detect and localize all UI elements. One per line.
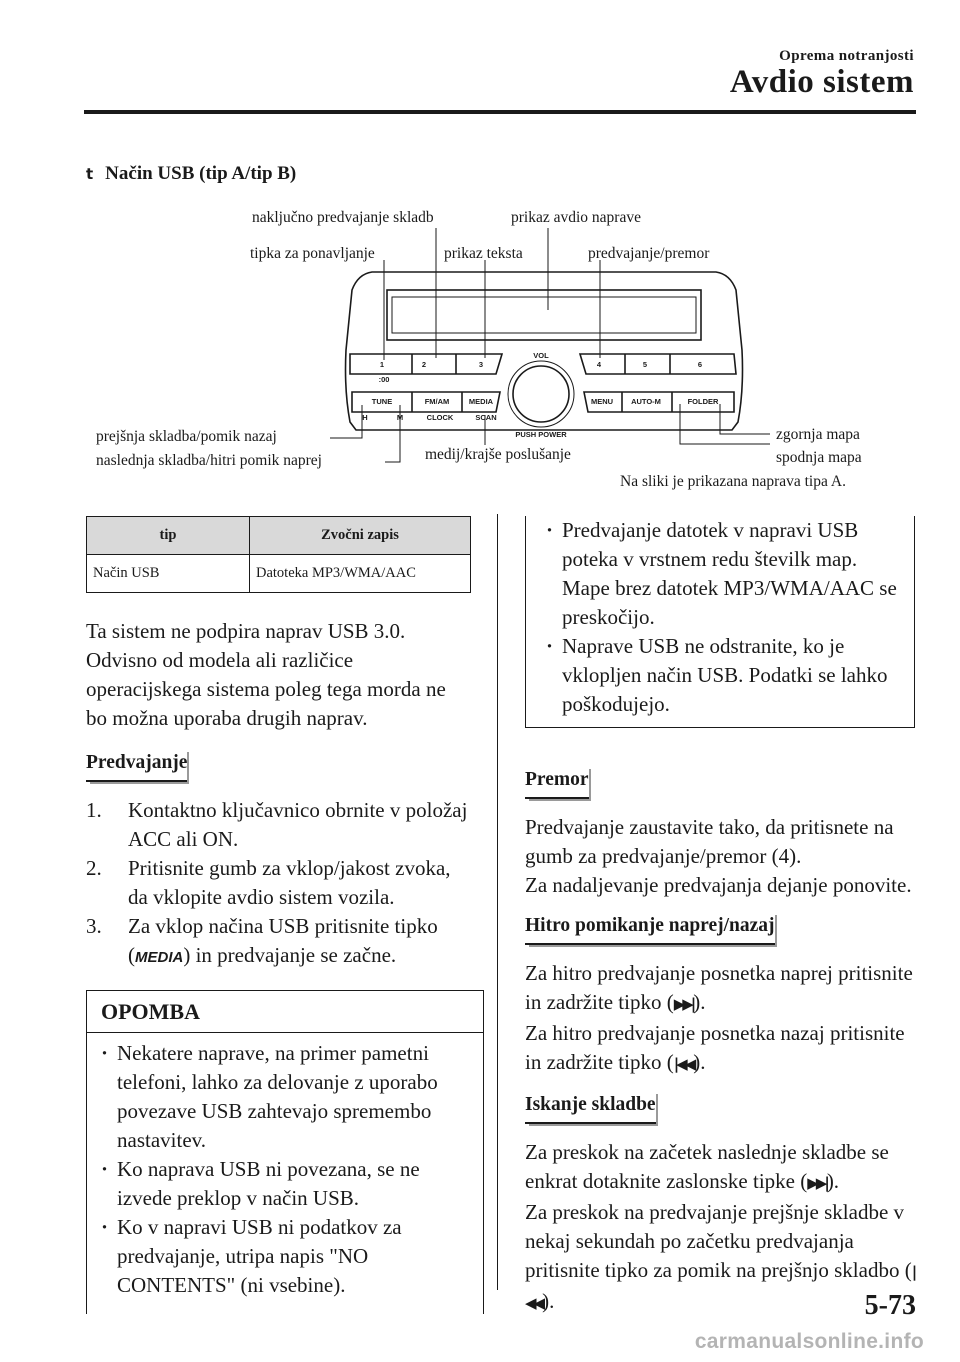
clock-time: :00 <box>378 375 390 384</box>
table-row <box>87 555 471 593</box>
preset-6: 6 <box>697 360 703 369</box>
ff-text: ). <box>693 1050 706 1074</box>
preset-bar-right <box>580 354 736 374</box>
m-label: M <box>396 413 404 422</box>
intro-paragraph: Ta sistem ne podpira naprav USB 3.0. Odvisno od modela ali različice operacijskega sistema poleg tega morda ne bo možna uporaba drugih naprav. <box>86 619 446 730</box>
step-text: Pritisnite gumb za vklop/jakost zvoka, da vklopite avdio sistem vozila. <box>128 856 451 909</box>
label-text-display: prikaz teksta <box>444 245 523 262</box>
note-item: · Naprave USB ne odstranite, ko je vklopljen način USB. Podatki se lahko poškodujejo. <box>536 632 904 719</box>
ff-paragraph-1 <box>525 959 915 1019</box>
note-box <box>86 1032 484 1314</box>
auto-m-label: AUTO-M <box>631 397 661 406</box>
page-number: 5-73 <box>864 1290 916 1321</box>
step-text: ) in predvajanje se začne. <box>183 943 397 967</box>
pause-paragraph-2: Za nadaljevanje predvajanja dejanje ponovite. <box>525 873 912 897</box>
step-2 <box>86 854 470 912</box>
step-number: 3. <box>86 914 102 938</box>
step-number: 2. <box>86 856 102 880</box>
preset-3: 3 <box>478 360 484 369</box>
tune-label: TUNE <box>371 397 393 406</box>
clock-label: CLOCK <box>426 413 454 422</box>
step-1 <box>86 796 470 854</box>
diagram-caption: Na sliki je prikazana naprava tipa A. <box>620 473 846 490</box>
preset-5: 5 <box>642 360 648 369</box>
section-title-text: Način USB (tip A/tip B) <box>105 163 297 184</box>
search-paragraph-1 <box>525 1138 915 1198</box>
heading-track-search: Iskanje skladbe <box>525 1090 656 1124</box>
label-folder-up: zgornja mapa <box>776 426 860 443</box>
pause-paragraph-1: Predvajanje zaustavite tako, da pritisnete na gumb za predvajanje/premor (4). <box>525 815 894 868</box>
volume-knob <box>513 366 569 422</box>
table-header-format: Zvočni zapis <box>250 517 471 555</box>
label-random: naključno predvajanje skladb <box>252 209 434 226</box>
note-continuation-box <box>525 516 915 728</box>
label-next-track: naslednja skladba/hitri pomik naprej <box>96 452 322 469</box>
section-title <box>86 163 296 185</box>
next-track-icon: ▶▶| <box>673 995 694 1013</box>
right-column <box>525 516 915 1318</box>
note-item: · Nekatere naprave, na primer pametni telefoni, lahko za delovanje z uporabo povezave USB zahtevajo spremembo nastavitev. <box>91 1039 471 1155</box>
label-repeat: tipka za ponavljanje <box>250 245 375 262</box>
label-play-pause: predvajanje/premor <box>588 245 710 262</box>
preset-1: 1 <box>379 360 385 369</box>
header-rule <box>84 110 916 114</box>
prev-track-icon: |◀◀ <box>525 1263 915 1312</box>
folder-label: FOLDER <box>687 397 719 406</box>
step-text: Za vklop načina USB pritisnite tipko ( <box>128 914 438 967</box>
step-text: Kontaktno ključavnico obrnite v položaj ACC ali ON. <box>128 798 468 851</box>
table-cell: Način USB <box>87 555 250 593</box>
heading-playback: Predvajanje <box>86 748 187 782</box>
ff-text: Za hitro predvajanje posnetka naprej pritisnite in zadržite tipko ( <box>525 961 913 1014</box>
step-number: 1. <box>86 798 102 822</box>
ff-paragraph-2 <box>525 1019 915 1079</box>
prev-track-icon: |◀◀ <box>673 1055 694 1073</box>
search-text: ). <box>826 1169 840 1193</box>
media-label: MEDIA <box>468 397 494 406</box>
heading-pause: Premor <box>525 765 589 799</box>
ff-text: Za hitro predvajanje posnetka nazaj pritisnite in zadržite tipko ( <box>525 1021 905 1074</box>
note-item: · Ko v napravi USB ni podatkov za predvajanje, utripa napis "NO CONTENTS" (ni vsebine). <box>91 1213 471 1300</box>
header-title: Avdio sistem <box>729 64 914 100</box>
label-prev-track: prejšnja skladba/pomik nazaj <box>96 428 277 445</box>
preset-4: 4 <box>596 360 602 369</box>
note-item: · Ko naprava USB ni povezana, se ne izvede preklop v način USB. <box>91 1155 471 1213</box>
push-power-label: PUSH POWER <box>515 430 567 439</box>
heading-fast-forward: Hitro pomikanje naprej/nazaj <box>525 911 775 945</box>
note-title: OPOMBA <box>86 990 484 1032</box>
search-text: Za preskok na začetek naslednje skladbe se enkrat dotaknite zaslonske tipke ( <box>525 1140 889 1193</box>
step-3 <box>86 912 470 972</box>
table-cell: Datoteka MP3/WMA/AAC <box>250 555 471 593</box>
ff-text: ). <box>693 990 706 1014</box>
h-label: H <box>362 413 368 422</box>
note-item: · Predvajanje datotek v napravi USB poteka v vrstnem redu številk map. Mape brez datotek MP3/WMA/AAC se preskočijo. <box>536 516 904 632</box>
search-text: ). <box>542 1289 555 1313</box>
left-column <box>86 516 470 1314</box>
preset-2: 2 <box>421 360 427 369</box>
format-table <box>86 516 471 593</box>
header-subtitle: Oprema notranjosti <box>779 48 914 64</box>
label-audio-display: prikaz avdio naprave <box>511 209 641 226</box>
menu-label: MENU <box>590 397 614 406</box>
label-folder-down: spodnja mapa <box>776 449 862 466</box>
scan-label: SCAN <box>475 413 497 422</box>
column-divider <box>497 514 498 1290</box>
section-marker: t <box>86 165 94 183</box>
watermark: carmanualsonline.info <box>694 1330 924 1353</box>
fmam-label: FM/AM <box>424 397 450 406</box>
search-text: Za preskok na predvajanje prejšnje skladbe v nekaj sekundah po začetku predvajanja pritisnite tipko za pomik na prejšnjo skladbo ( <box>525 1200 912 1282</box>
table-header-type: tip <box>87 517 250 555</box>
vol-label: VOL <box>533 351 549 360</box>
label-media-scan: medij/krajše poslušanje <box>425 446 571 463</box>
next-track-icon: ▶▶| <box>807 1174 827 1192</box>
media-button-icon: MEDIA <box>135 949 184 966</box>
search-paragraph-2 <box>525 1198 915 1318</box>
